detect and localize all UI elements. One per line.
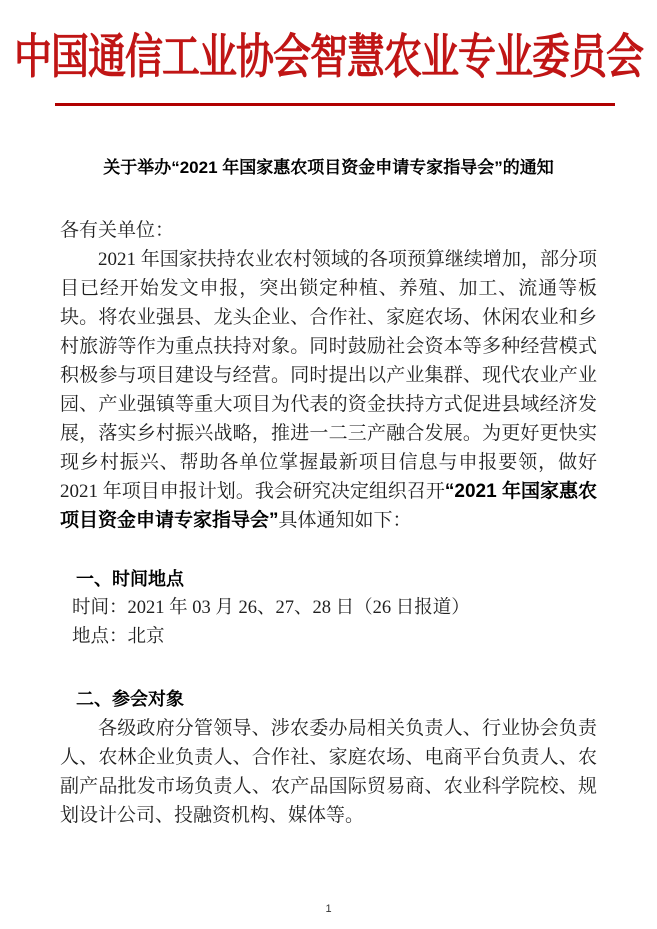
intro-paragraph	[60, 245, 597, 535]
page-number: 1	[325, 903, 332, 915]
salutation: 各有关单位：	[60, 220, 175, 241]
letterhead-divider-rule	[55, 103, 615, 106]
time-line: 时间：2021 年 03 月 26、27、28 日（26 日报道）	[72, 598, 470, 618]
notice-body	[0, 156, 657, 830]
place-line: 地点：北京	[72, 627, 165, 647]
intro-text-tail: 具体通知如下：	[278, 510, 412, 531]
page-footer	[0, 899, 657, 917]
organization-title: 中国通信工业协会智慧农业专业委员会	[13, 31, 643, 85]
intro-text-highlight: “2021 年国家惠农项目资金申请专家指导会”	[60, 481, 597, 531]
notice-title: 关于举办“2021 年国家惠农项目资金申请专家指导会”的通知	[103, 158, 554, 177]
attendees-paragraph: 各级政府分管领导、涉农委办局相关负责人、行业协会负责人、农林企业负责人、合作社、家庭农场、电商平台负责人、农副产品批发市场负责人、农产品国际贸易商、农业科学院校、规划设计公司、投融资机构、媒体等。	[60, 718, 597, 826]
section-1-heading: 一、时间地点	[76, 569, 184, 589]
letterhead	[0, 26, 657, 106]
intro-text-lead: 2021 年国家扶持农业农村领域的各项预算继续增加，部分项目已经开始发文申报，突出锁定种植、养殖、加工、流通等板块。将农业强县、龙头企业、合作社、家庭农场、休闲农业和乡村旅游等作为重点扶持对象。同时鼓励社会资本等多种经营模式积极参与项目建设与经营。同时提出以产业集群、现代农业产业园、产业强镇等重大项目为代表的资金扶持方式促进县域经济发展，落实乡村振兴战略，推进一二三产融合发展。为更好更快实现乡村振兴、帮助各单位掌握最新项目信息与申报要领，做好 2021 年项目申报计划。我会研究决定组织召开	[60, 249, 597, 502]
section-2-heading: 二、参会对象	[76, 689, 184, 709]
